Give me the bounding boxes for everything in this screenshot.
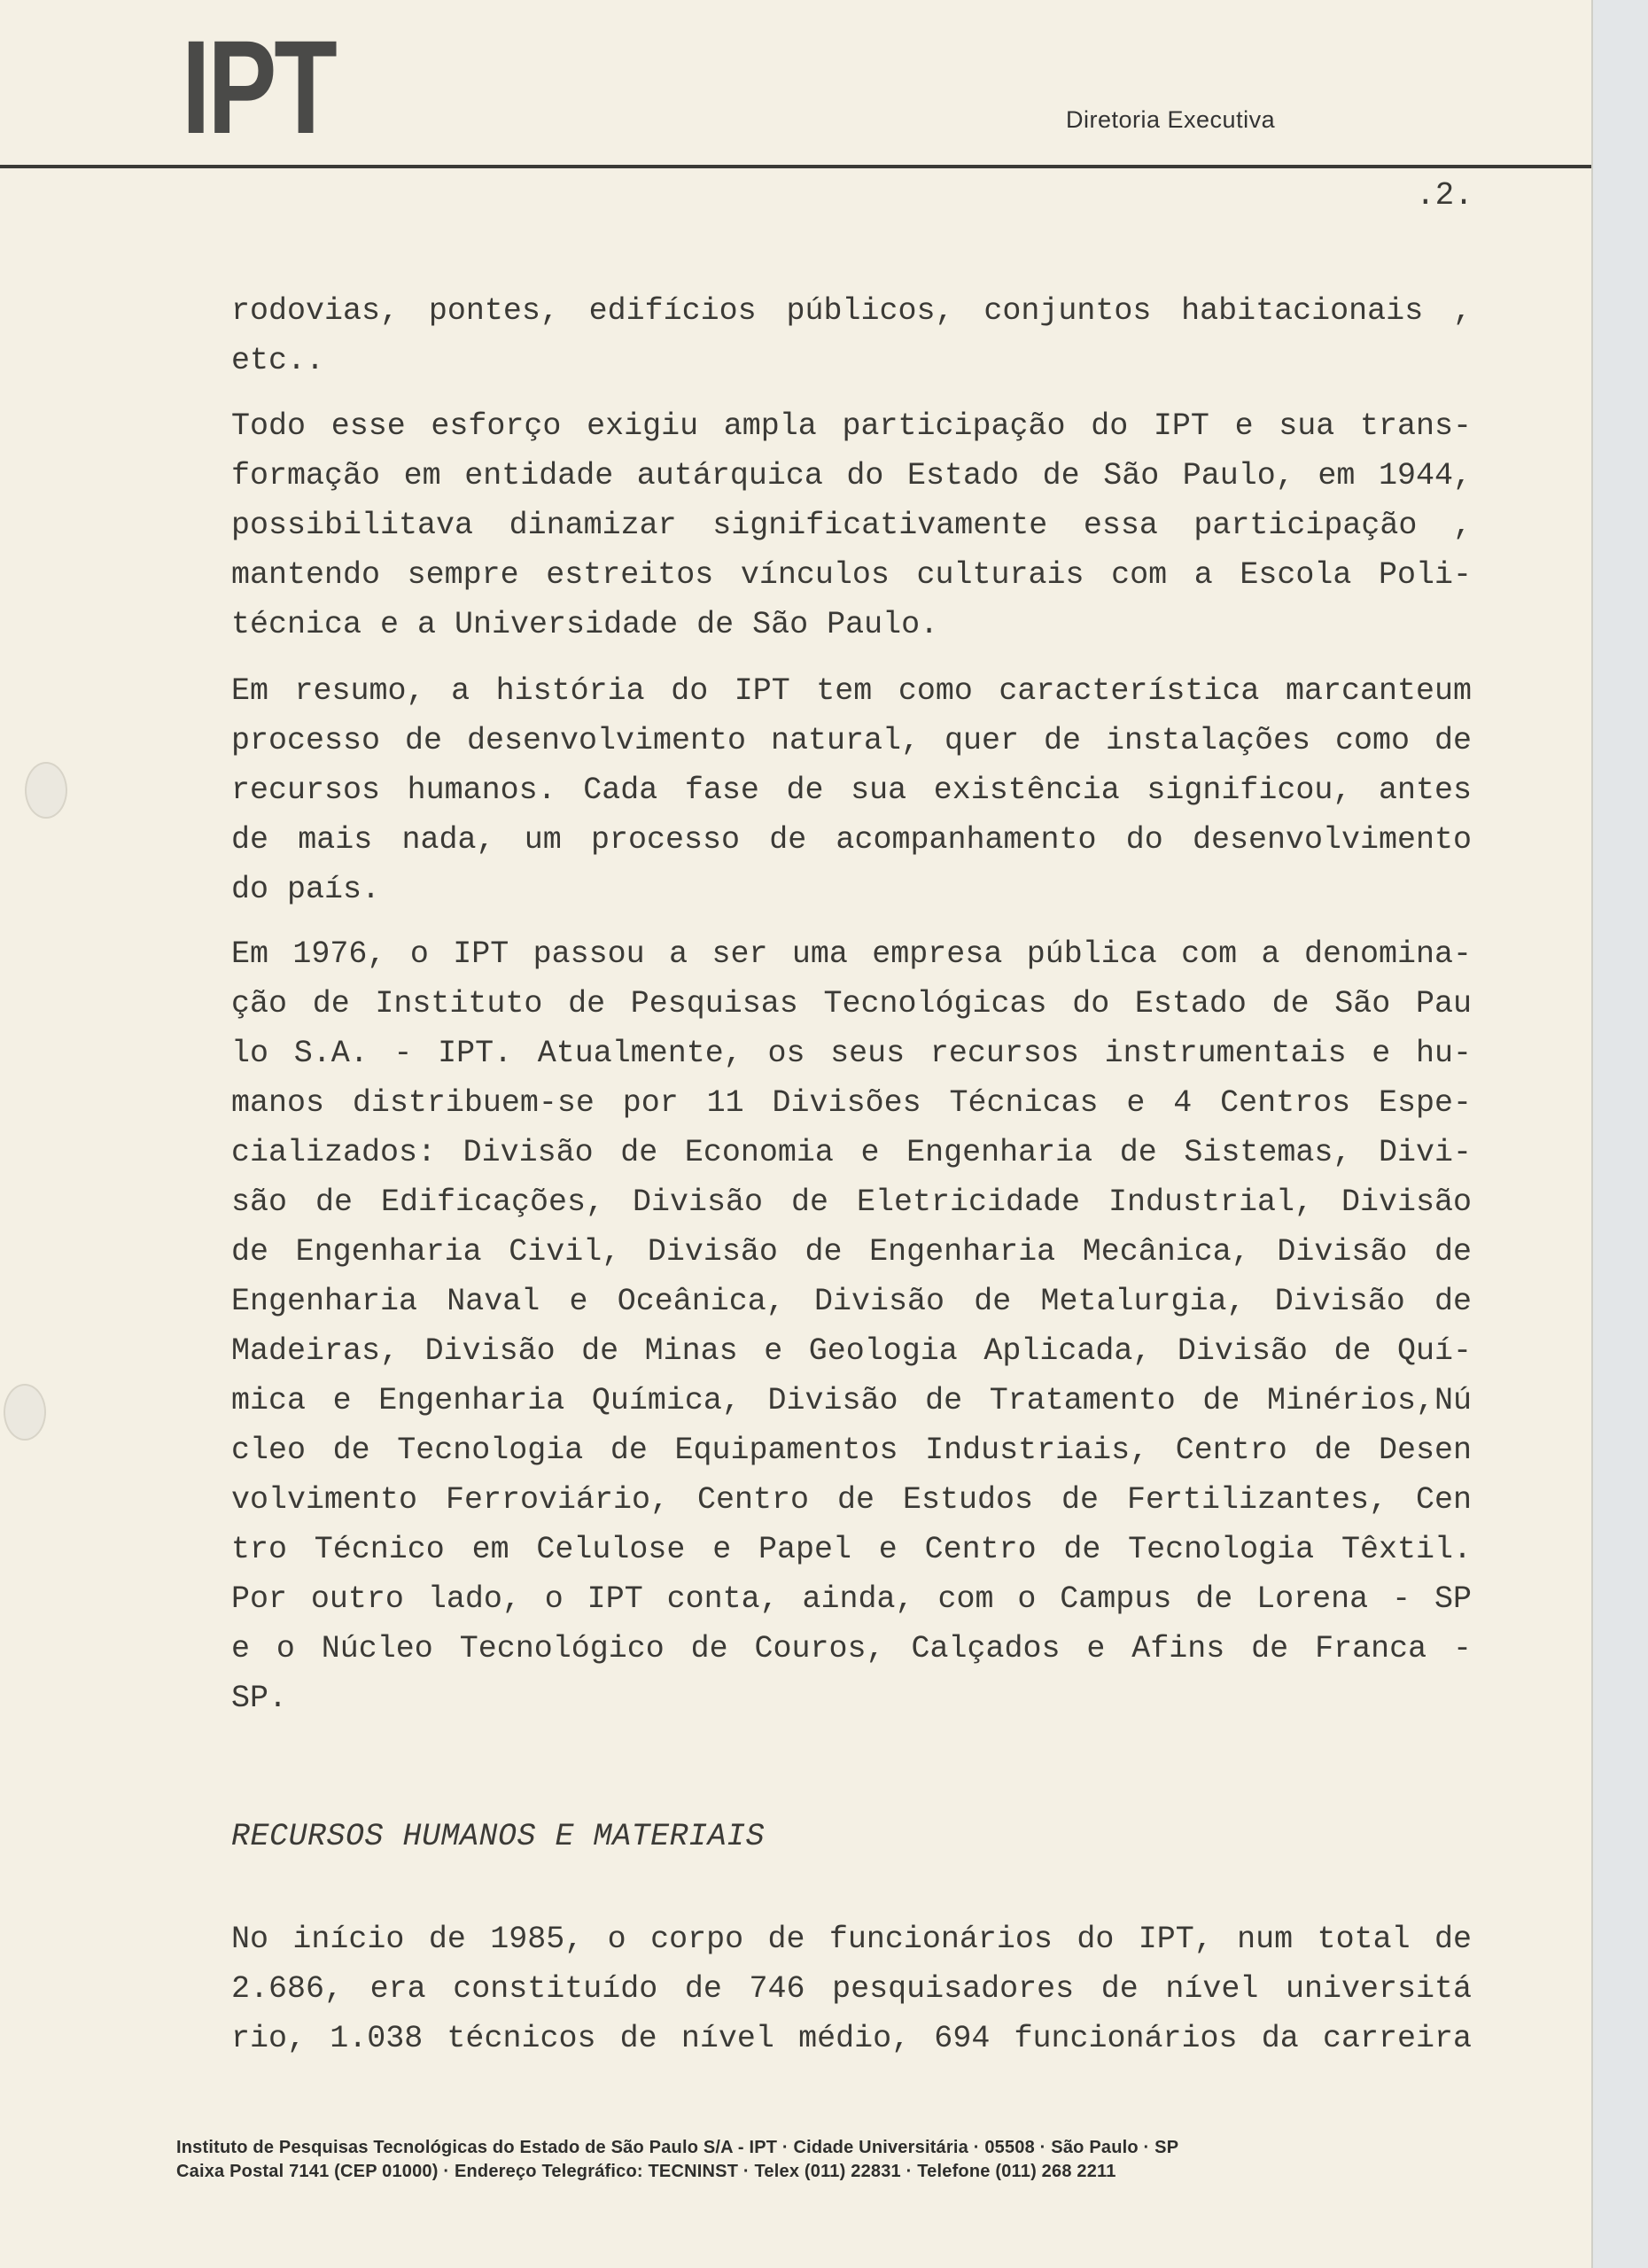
text-line: lo S.A. - IPT. Atualmente, os seus recursos instrumentais e hu- [231,1036,1472,1071]
text-line: rio, 1.038 técnicos de nível médio, 694 funcionários da carreira [231,2021,1472,2056]
text-line: cializados: Divisão de Economia e Engenharia de Sistemas, Divi- [231,1135,1472,1170]
text-line: Engenharia Naval e Oceânica, Divisão de Metalurgia, Divisão de [231,1284,1472,1319]
text-line: Por outro lado, o IPT conta, ainda, com o Campus de Lorena - SP [231,1581,1472,1617]
text-line: do país. [231,872,381,907]
text-line: cleo de Tecnologia de Equipamentos Industriais, Centro de Desen [231,1433,1472,1468]
text-line: técnica e a Universidade de São Paulo. [231,607,939,642]
text-line: Madeiras, Divisão de Minas e Geologia Aplicada, Divisão de Quí- [231,1333,1472,1369]
text-line: formação em entidade autárquica do Estado de São Paulo, em 1944, [231,458,1472,493]
text-line: Em 1976, o IPT passou a ser uma empresa pública com a denomina- [231,936,1472,972]
department-label: Diretoria Executiva [1066,106,1276,133]
text-line: No início de 1985, o corpo de funcionários do IPT, num total de [231,1922,1472,1957]
text-line: possibilitava dinamizar significativamente essa participação , [231,508,1472,543]
ipt-logo: IPT [182,12,335,161]
text-line: volvimento Ferroviário, Centro de Estudos de Fertilizantes, Cen [231,1482,1472,1518]
punch-hole [25,762,67,819]
section-heading: RECURSOS HUMANOS E MATERIAIS [231,1819,766,1854]
page-edge [1591,0,1648,2268]
footer-contact: Caixa Postal 7141 (CEP 01000) · Endereço Telegráfico: TECNINST · Telex (011) 22831 · Telefone (011) 268 2211 [176,2162,1116,2181]
text-line: Em resumo, a história do IPT tem como característica marcanteum [231,673,1472,709]
text-line: recursos humanos. Cada fase de sua existência significou, antes [231,773,1472,808]
punch-hole [4,1384,46,1441]
page-number: .2. [1416,177,1473,214]
text-line: SP. [231,1681,288,1716]
text-line: manos distribuem-se por 11 Divisões Técnicas e 4 Centros Espe- [231,1085,1472,1121]
header-rule [0,165,1591,168]
text-line: mica e Engenharia Química, Divisão de Tratamento de Minérios,Nú [231,1383,1472,1418]
text-line: ção de Instituto de Pesquisas Tecnológicas do Estado de São Pau [231,986,1472,1021]
text-line: processo de desenvolvimento natural, quer de instalações como de [231,723,1472,758]
text-line: Todo esse esforço exigiu ampla participação do IPT e sua trans- [231,408,1472,444]
text-line: de mais nada, um processo de acompanhamento do desenvolvimento [231,822,1472,858]
text-line: 2.686, era constituído de 746 pesquisadores de nível universitá [231,1971,1472,2007]
text-line: mantendo sempre estreitos vínculos culturais com a Escola Poli- [231,557,1472,593]
text-line: e o Núcleo Tecnológico de Couros, Calçados e Afins de Franca - [231,1631,1472,1666]
text-line: rodovias, pontes, edifícios públicos, conjuntos habitacionais , [231,293,1472,329]
footer-address: Instituto de Pesquisas Tecnológicas do Estado de São Paulo S/A - IPT · Cidade Universitária · 05508 · São Paulo · SP [176,2138,1179,2157]
text-line: etc.. [231,343,325,378]
text-line: de Engenharia Civil, Divisão de Engenharia Mecânica, Divisão de [231,1234,1472,1270]
text-line: tro Técnico em Celulose e Papel e Centro de Tecnologia Têxtil. [231,1532,1472,1567]
text-line: são de Edificações, Divisão de Eletricidade Industrial, Divisão [231,1184,1472,1220]
